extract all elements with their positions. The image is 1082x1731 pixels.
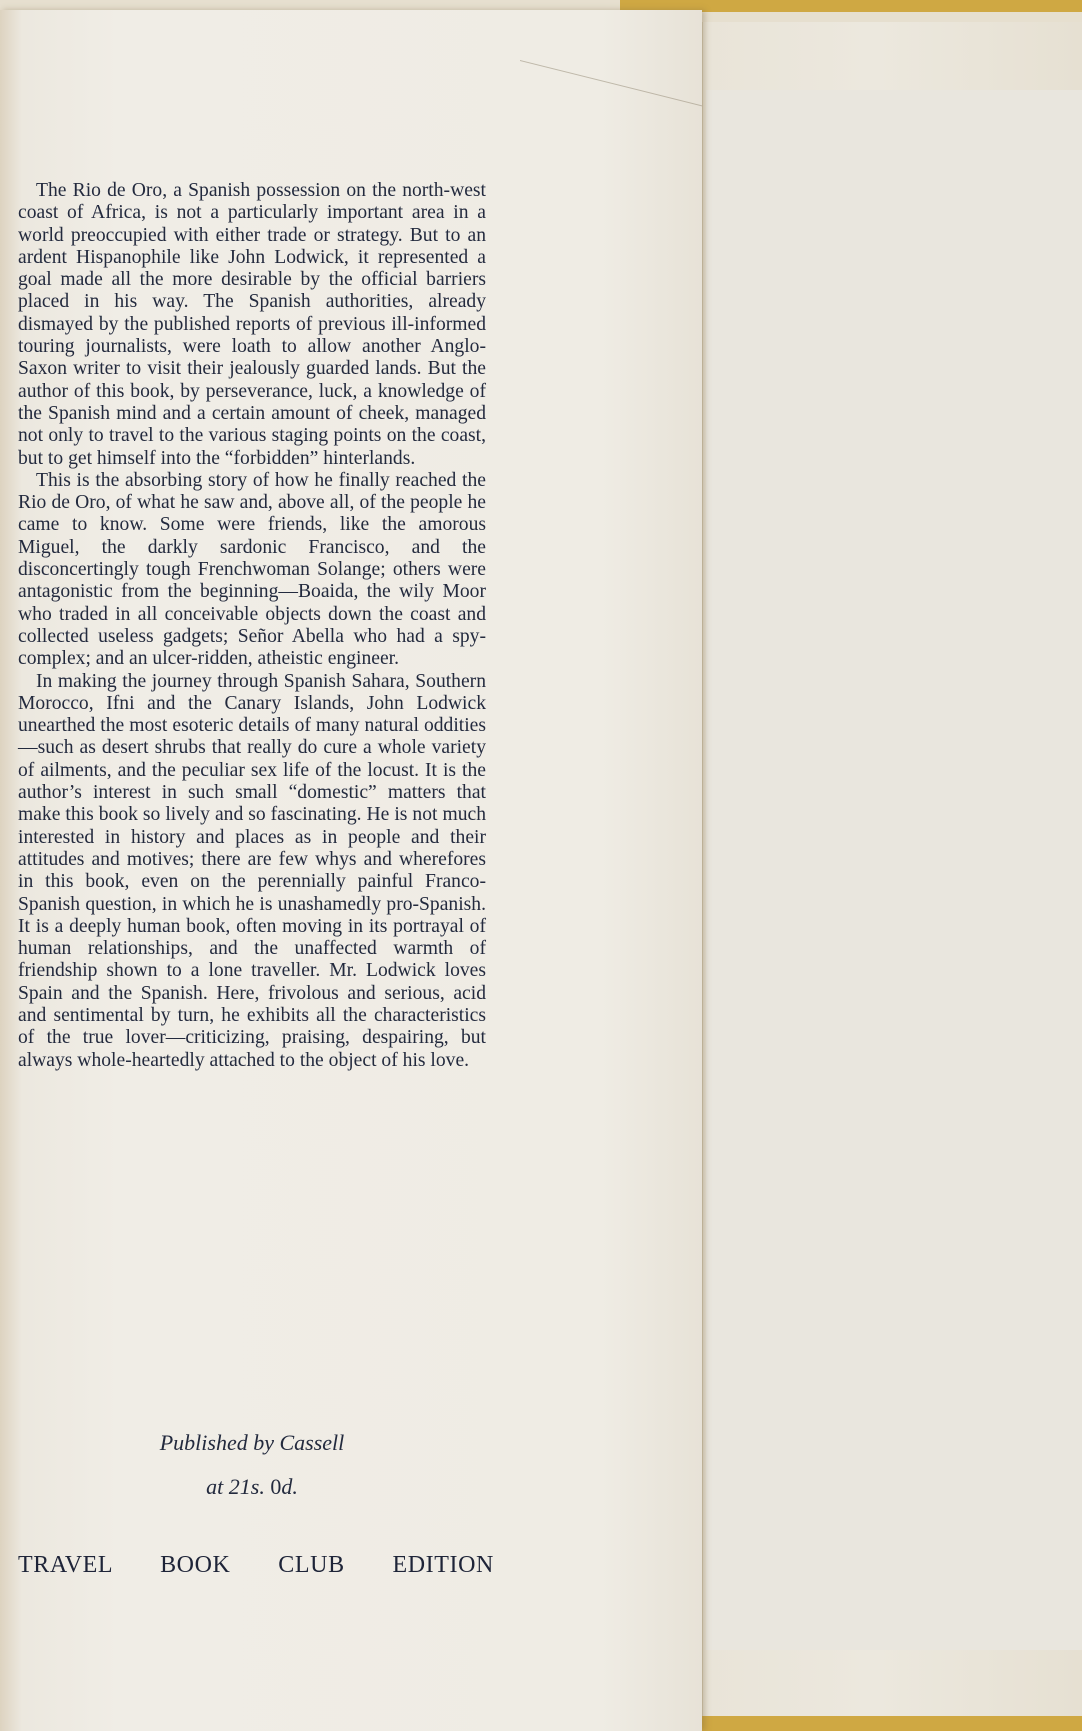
price-shillings-unit: s.: [250, 1474, 265, 1499]
price-prefix: at 21: [206, 1474, 251, 1499]
blurb-paragraph-2: This is the absorbing story of how he finally reached the Rio de Oro, of what he saw and, above all, of the people he came to know. Some were friends, like the amorous Miguel, the darkly sardonic Francisco, and the disconcertingly tough Frenchwoman Solange; others were antagonistic from the beginning—Boaida, the wily Moor who traded in all conceivable objects down the coast and collected useless gadgets; Señor Abella who had a spy-complex; and an ulcer-ridden, atheistic engineer.: [18, 469, 486, 670]
cloth-edge-bottom: [700, 1716, 1082, 1731]
price-pence-unit: d.: [281, 1474, 298, 1499]
blurb-paragraph-3: In making the journey through Spanish Sahara, Southern Morocco, Ifni and the Canary Islands, John Lodwick unearthed the most esoteric details of many natural oddities—such as desert shrubs that really do cure a whole variety of ailments, and the peculiar sex life of the locust. It is the author’s interest in such small “domestic” matters that make this book so lively and so fascinating. He is not much interested in history and places as in people and their attitudes and motives; there are few whys and wherefores in this book, even on the perennially painful Franco-Spanish question, in which he is unashamedly pro-Spanish. It is a deeply human book, often moving in its portrayal of human relationships, and the unaffected warmth of friendship shown to a lone traveller. Mr. Lodwick loves Spain and the Spanish. Here, frivolous and serious, acid and sentimental by turn, he exhibits all the characteristics of the true lover—criticizing, praising, despairing, but always whole-heartedly attached to the object of his love.: [18, 670, 486, 1071]
flap-fold-crease: [520, 20, 702, 106]
edition-line: TRAVEL BOOK CLUB EDITION: [18, 1552, 494, 1578]
publisher-line: Published by Cassell: [159, 1430, 345, 1455]
blurb-text: [18, 180, 486, 1072]
price-pence-value: 0: [264, 1474, 282, 1499]
blurb-paragraph-1: The Rio de Oro, a Spanish possession on the north-west coast of Africa, is not a particularly important area in a world preoccupied with either trade or strategy. But to an ardent Hispanophile like John Lodwick, it represented a goal made all the more desirable by the official barriers placed in his way. The Spanish authorities, already dismayed by the published reports of previous ill-informed touring journalists, were loath to allow another Anglo-Saxon writer to visit their jealously guarded lands. But the author of this book, by perseverance, luck, a knowledge of the Spanish mind and a certain amount of cheek, managed not only to travel to the various staging points on the coast, but to get himself into the “forbidden” hinterlands.: [18, 180, 486, 469]
endpaper-sheet: [706, 90, 1082, 1650]
price-line: [18, 1472, 486, 1502]
